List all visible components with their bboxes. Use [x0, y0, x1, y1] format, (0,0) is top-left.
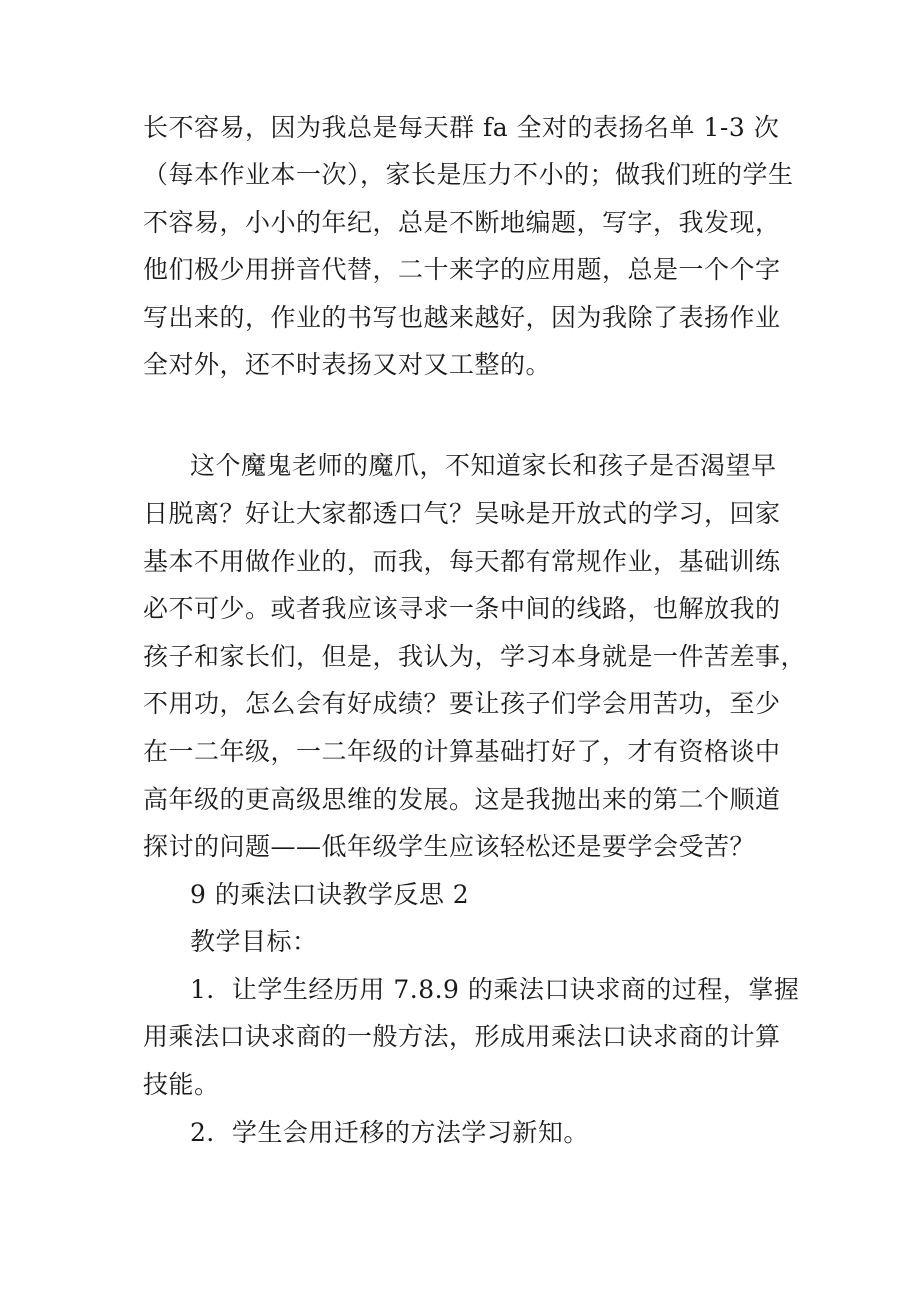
paragraph-2-line-2: 日脱离？好让大家都透口气？吴咏是开放式的学习，回家 [143, 499, 781, 528]
paragraph-1-line-6: 全对外，还不时表扬又对又工整的。 [143, 350, 552, 379]
section-title: 9 的乘法口诀教学反思 2 [190, 880, 470, 909]
paragraph-2-line-3: 基本不用做作业的，而我，每天都有常规作业，基础训练 [143, 547, 781, 576]
paragraph-2-line-7: 在一二年级，一二年级的计算基础打好了，才有资格谈中 [143, 737, 781, 766]
paragraph-2-line-1: 这个魔鬼老师的魔爪，不知道家长和孩子是否渴望早 [190, 451, 777, 480]
paragraph-2-line-6: 不用功，怎么会有好成绩？要让孩子们学会用苦功，至少 [143, 689, 781, 718]
paragraph-1-line-3: 不容易，小小的年纪，总是不断地编题，写字，我发现， [143, 208, 781, 237]
paragraph-2-line-5: 孩子和家长们，但是，我认为，学习本身就是一件苦差事， [143, 642, 807, 671]
objective-1-line-2: 用乘法口诀求商的一般方法，形成用乘法口诀求商的计算 [143, 1022, 781, 1051]
paragraph-2-line-4: 必不可少。或者我应该寻求一条中间的线路，也解放我的 [143, 594, 781, 623]
objective-1-line-3: 技能。 [143, 1070, 220, 1099]
objective-1-line-1: 1．让学生经历用 7.8.9 的乘法口诀求商的过程，掌握 [190, 975, 800, 1004]
paragraph-2-line-8: 高年级的更高级思维的发展。这是我抛出来的第二个顺道 [143, 785, 781, 814]
paragraph-1-line-4: 他们极少用拼音代替，二十来字的应用题，总是一个个字 [143, 255, 781, 284]
objective-2: 2．学生会用迁移的方法学习新知。 [190, 1118, 589, 1147]
paragraph-1-line-1: 长不容易，因为我总是每天群 fa 全对的表扬名单 1-3 次 [143, 113, 780, 142]
paragraph-1-line-2: （每本作业本一次），家长是压力不小的；做我们班的学生 [143, 160, 794, 189]
paragraph-1-line-5: 写出来的，作业的书写也越来越好，因为我除了表扬作业 [143, 303, 781, 332]
objectives-heading: 教学目标： [190, 927, 318, 956]
paragraph-2-line-9: 探讨的问题——低年级学生应该轻松还是要学会受苦？ [143, 832, 756, 861]
